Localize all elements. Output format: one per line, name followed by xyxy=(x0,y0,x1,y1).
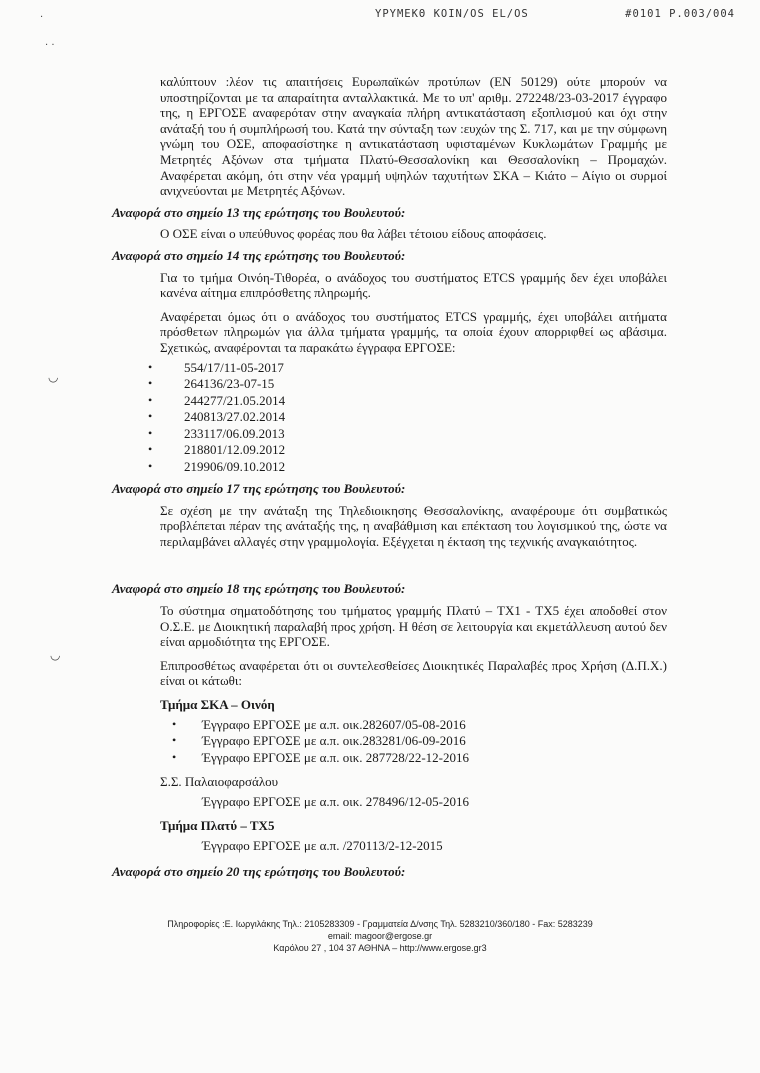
intro-paragraph: καλύπτουν :λέον τις απαιτήσεις Ευρωπαϊκών προτύπων (EN 50129) ούτε μπορούν να υποστηρίζονται με τα απαραίτητα ανταλλακτικά. Με το υπ' αριθμ. 272248/23-03-2017 έγγραφο της, η ΕΡΓΟΣΕ αναφερόταν στην αναγκαία πλήρη αντικατάσταση εξοπλισμού και όχι στην ανάταξή του ή συμπλήρωσή του. Κατά την σύνταξη των :ευχών της Σ. 717, και με την σύμφωνη γνώμη του ΟΣΕ, αποφασίστηκε η αντικατάσταση υφισταμένων Κυκλωμάτων Γραμμής με Μετρητές Αξόνων στα τμήματα Πλατύ-Θεσσαλονίκη και Θεσσαλονίκη – Προμαχών. Αναφέρεται ακόμη, ότι στην νέα γραμμή υψηλών ταχυτήτων ΣΚΑ – Κιάτο – Αίγιο οι συρμοί ανιχνεύονται με Μετρητές Αξόνων. xyxy=(160,74,667,199)
list-item: • 264136/23-07-15 xyxy=(148,376,667,393)
section-14-text-2: Αναφέρεται όμως ότι ο ανάδοχος του συστήματος ETCS γραμμής, έχει υποβάλει αιτήματα πρόσθετων πληρωμών για άλλα τμήματα γραμμής, τα οποία έχουν απορριφθεί ως αβάσιμα. Σχετικώς, αναφέρονται τα παρακάτω έγγραφα ΕΡΓΟΣΕ: xyxy=(160,308,667,355)
scan-mark: · · xyxy=(45,40,55,51)
section-18-heading: Αναφορά στο σημείο 18 της ερώτησης του Βουλευτού: xyxy=(112,581,406,597)
list-item: • Έγγραφο ΕΡΓΟΣΕ με α.π. οικ.283281/06-09-2016 xyxy=(172,733,667,750)
list-item: Έγγραφο ΕΡΓΟΣΕ με α.π. οικ. 278496/12-05-2016 xyxy=(202,793,470,809)
section-17-heading: Αναφορά στο σημείο 17 της ερώτησης του Βουλευτού: xyxy=(112,481,406,496)
section-14-text-1: Για το τμήμα Οινόη-Τιθορέα, ο ανάδοχος του συστήματος ETCS γραμμής δεν έχει υποβάλει κανένα αίτημα επιπρόσθετης πληρωμής. xyxy=(160,269,667,301)
group-ska-oinoi-list xyxy=(112,717,667,767)
group-palaiofarsalou-list xyxy=(112,794,667,811)
section-14-heading: Αναφορά στο σημείο 14 της ερώτησης του Βουλευτού: xyxy=(112,247,406,263)
section-13-text: Ο ΟΣΕ είναι ο υπεύθυνος φορέας που θα λάβει τέτοιου είδους αποφάσεις. xyxy=(160,226,547,242)
page-footer xyxy=(160,918,600,954)
scan-mark: ◡ xyxy=(48,370,59,384)
section-20-heading: Αναφορά στο σημείο 20 της ερώτησης του Βουλευτού: xyxy=(112,864,406,880)
group-platy-tx5-title: Τμήμα Πλατύ – ΤΧ5 xyxy=(160,818,275,834)
list-item: • 554/17/11-05-2017 xyxy=(148,360,667,377)
scan-mark: · xyxy=(40,12,44,23)
list-item: • Έγγραφο ΕΡΓΟΣΕ με α.π. οικ.282607/05-08-2016 xyxy=(172,717,667,734)
footer-contact: Πληροφορίες :Ε. Ιωργιλάκης Τηλ.: 2105283309 - Γραμματεία Δ/νσης Τηλ. 5283210/360/180 - Fax: 5283239 xyxy=(167,919,593,929)
fax-header-left: ΥΡΥΜΕΚΘ ΚΟΙΝ/ΟS EL/OS xyxy=(375,8,529,20)
scan-mark: ◡ xyxy=(50,648,61,662)
section-18-text-1: Το σύστημα σηματοδότησης του τμήματος γραμμής Πλατύ – ΤΧ1 - ΤΧ5 έχει αποδοθεί στον Ο.Σ.Ε. με Διοικητική παραλαβή προς χρήση. Η θέση σε λειτουργία και εκμετάλλευση αυτού δεν είναι αρμοδιότητα της ΕΡΓΟΣΕ. xyxy=(160,602,667,650)
section-17-text: Σε σχέση με την ανάταξη της Τηλεδιοικησης Θεσσαλονίκης, αναφέρουμε ότι συμβατικώς προβλέπεται πέραν της ανάταξής της, η αναβάθμιση και επέκταση του λογισμικού της, ώστε να περιλαμβάνει αλλαγές στην γραμμολογία. Εξέγχεται η έκταση της τεχνικής αναγκαιότητος. xyxy=(160,502,667,549)
footer-email: email: magoor@ergose.gr xyxy=(327,931,433,941)
group-palaiofarsalou-title: Σ.Σ. Παλαιοφαρσάλου xyxy=(160,774,279,790)
list-item: • 240813/27.02.2014 xyxy=(148,409,667,426)
group-platy-tx5-list xyxy=(112,838,667,855)
fax-header-right: #0101 P.003/004 xyxy=(625,8,735,20)
list-item: • 233117/06.09.2013 xyxy=(148,426,667,443)
list-item: • 244277/21.05.2014 xyxy=(148,393,667,410)
footer-address: Καρόλου 27 , 104 37 ΑΘΗΝΑ – http://www.ergose.gr3 xyxy=(273,943,487,953)
section-13-heading: Αναφορά στο σημείο 13 της ερώτησης του Βουλευτού: xyxy=(112,204,406,220)
list-item: • 218801/12.09.2012 xyxy=(148,442,667,459)
section-18-text-2: Επιπροσθέτως αναφέρεται ότι οι συντελεσθείσες Διοικητικές Παραλαβές προς Χρήση (Δ.Π.Χ.) είναι οι κάτωθι: xyxy=(160,657,667,689)
list-item: Έγγραφο ΕΡΓΟΣΕ με α.π. /270113/2-12-2015 xyxy=(202,837,443,853)
list-item: • Έγγραφο ΕΡΓΟΣΕ με α.π. οικ. 287728/22-12-2016 xyxy=(172,750,667,767)
group-ska-oinoi-title: Τμήμα ΣΚΑ – Οινόη xyxy=(160,696,275,712)
list-item: • 219906/09.10.2012 xyxy=(148,459,667,476)
section-14-doc-list xyxy=(112,360,667,476)
document-body xyxy=(112,74,667,886)
